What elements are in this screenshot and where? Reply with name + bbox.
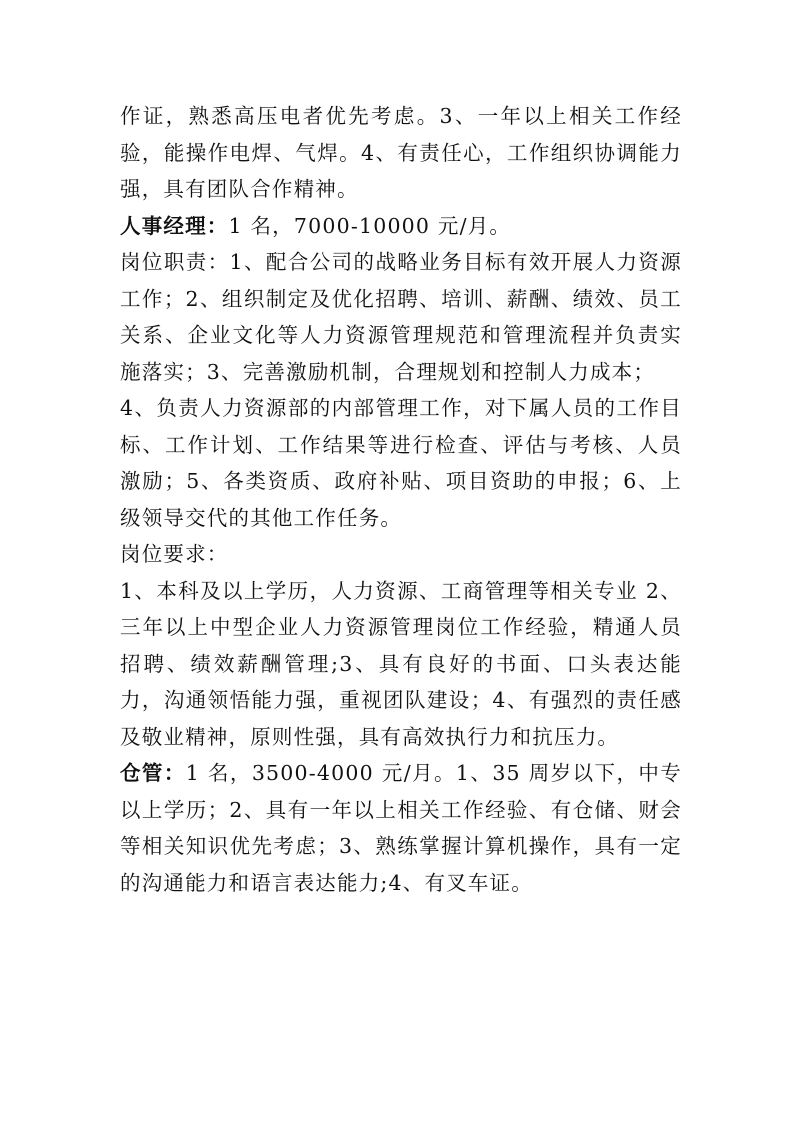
warehouse-title: 仓管： xyxy=(120,761,186,785)
paragraph-requirements-label: 岗位要求： xyxy=(120,542,229,566)
document-page xyxy=(120,98,682,901)
paragraph-hr-duties-2: 4、负责人力资源部的内部管理工作，对下属人员的工作目标、工作计划、工作结果等进行检查、评估与考核、人员激励；5、各类资质、政府补贴、项目资助的申报；6、上级领导交代的其他工作任务。 xyxy=(120,396,682,530)
hr-manager-title: 人事经理： xyxy=(120,213,229,238)
paragraph-hr-duties-1: 岗位职责：1、配合公司的战略业务目标有效开展人力资源工作；2、组织制定及优化招聘、培训、薪酬、绩效、员工关系、企业文化等人力资源管理规范和管理流程并负责实施落实；3、完善激励机制，合理规划和控制人力成本； xyxy=(120,250,682,384)
paragraph-hr-manager-header xyxy=(120,208,682,245)
warehouse-detail: 1 名，3500-4000 元/月。1、35 周岁以下，中专以上学历；2、具有一年以上相关工作经验、有仓储、财会等相关知识优先考虑；3、熟练掌握计算机操作，具有一定的沟通能力和语言表达能力;4、有叉车证。 xyxy=(120,761,682,895)
paragraph-warehouse xyxy=(120,755,682,901)
paragraph-electrician-requirements: 作证，熟悉高压电者优先考虑。3、一年以上相关工作经验，能操作电焊、气焊。4、有责任心，工作组织协调能力强，具有团队合作精神。 xyxy=(120,104,682,201)
paragraph-hr-requirements: 1、本科及以上学历，人力资源、工商管理等相关专业 2、三年以上中型企业人力资源管理岗位工作经验，精通人员招聘、绩效薪酬管理;3、具有良好的书面、口头表达能力，沟通领悟能力强，重视团队建设；4、有强烈的责任感及敬业精神，原则性强，具有高效执行力和抗压力。 xyxy=(120,578,682,749)
hr-manager-detail: 1 名，7000-10000 元/月。 xyxy=(228,213,512,238)
